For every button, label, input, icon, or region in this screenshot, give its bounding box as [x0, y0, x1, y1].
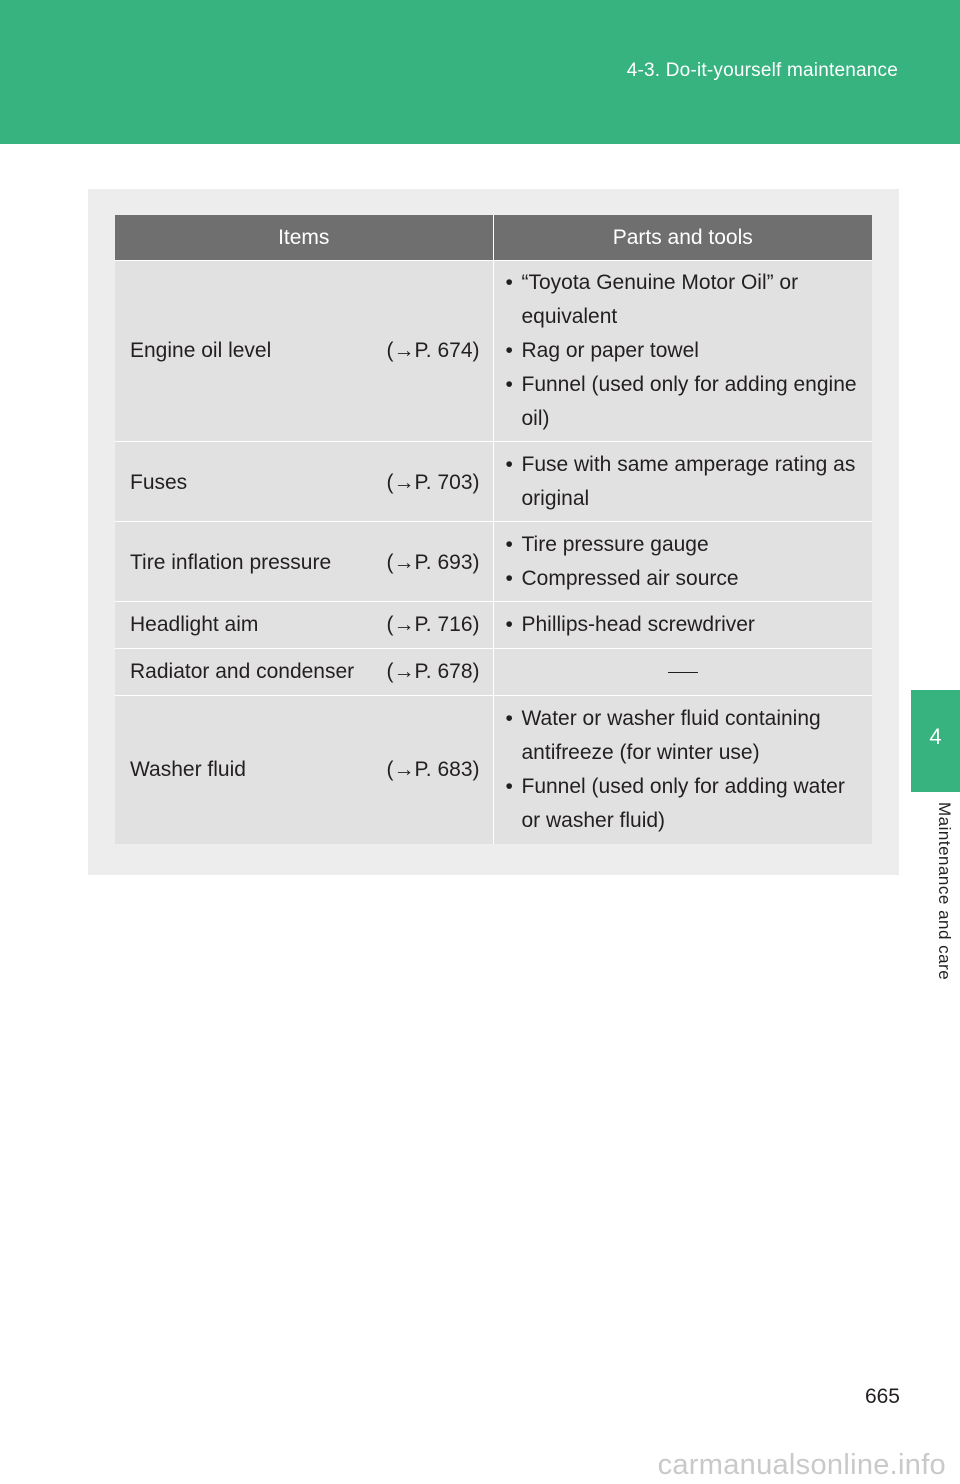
item-cell [115, 261, 493, 442]
chapter-label: Maintenance and care [935, 802, 954, 981]
list-item: • Funnel (used only for adding engine oil) [506, 368, 867, 436]
page-reference-link[interactable]: (→P. 716) [386, 613, 480, 636]
parts-cell [493, 602, 872, 649]
parts-cell [493, 442, 872, 522]
parts-cell [493, 261, 872, 442]
parts-list [494, 526, 873, 598]
item-cell [115, 442, 493, 522]
parts-list [494, 700, 873, 840]
table-row [115, 522, 872, 602]
page-reference-link[interactable]: (→P. 703) [386, 470, 480, 494]
list-item: • Fuse with same amperage rating as original [506, 448, 867, 516]
table-header-row [115, 215, 872, 261]
chapter-number: 4 [929, 724, 942, 749]
item-name: Washer fluid [130, 757, 246, 781]
section-title: 4-3. Do-it-yourself maintenance [626, 60, 898, 81]
parts-cell [493, 522, 872, 602]
no-parts-dash [668, 672, 698, 673]
table-row [115, 261, 872, 442]
parts-list [494, 606, 873, 644]
maintenance-table [115, 215, 872, 844]
parts-list [494, 446, 873, 518]
header-items: Items [115, 215, 493, 261]
page-reference-link[interactable]: (→P. 693) [386, 550, 480, 574]
table-row [115, 649, 872, 696]
page-reference-link[interactable]: (→P. 674) [386, 339, 480, 362]
page-reference-link[interactable]: (→P. 678) [386, 660, 480, 683]
page-number: 665 [864, 1385, 900, 1408]
item-cell [115, 602, 493, 649]
item-cell [115, 649, 493, 696]
chapter-tab[interactable] [911, 690, 960, 792]
header-band [0, 0, 960, 144]
parts-cell [493, 649, 872, 696]
list-item: • Water or washer fluid containing antifreeze (for winter use) [506, 702, 867, 770]
list-item: • Funnel (used only for adding water or washer fluid) [506, 770, 867, 838]
watermark: carmanualsonline.info [657, 1449, 946, 1481]
item-cell [115, 696, 493, 844]
header-parts-tools: Parts and tools [493, 215, 872, 261]
table-row [115, 696, 872, 844]
parts-cell [493, 696, 872, 844]
list-item: • Tire pressure gauge [506, 528, 867, 562]
parts-list [494, 264, 873, 438]
list-item: • Phillips-head screwdriver [506, 608, 867, 642]
list-item: • Rag or paper towel [506, 334, 867, 368]
item-name: Tire inflation pressure [130, 550, 332, 574]
table-row [115, 442, 872, 522]
item-name: Fuses [130, 470, 188, 494]
item-name: Radiator and condenser [130, 660, 355, 683]
item-name: Headlight aim [130, 613, 259, 636]
table-row [115, 602, 872, 649]
item-name: Engine oil level [130, 339, 272, 362]
page-reference-link[interactable]: (→P. 683) [386, 757, 480, 781]
list-item: • “Toyota Genuine Motor Oil” or equivalent [506, 266, 867, 334]
item-cell [115, 522, 493, 602]
list-item: • Compressed air source [506, 562, 867, 596]
